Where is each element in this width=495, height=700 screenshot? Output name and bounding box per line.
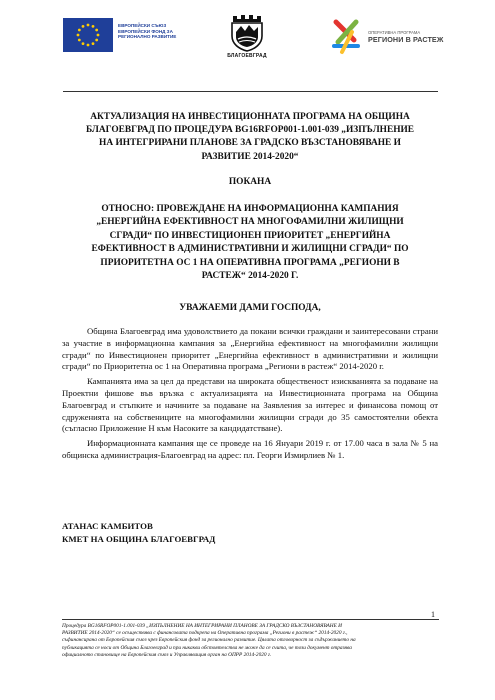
body-text: [62, 326, 438, 465]
footer-line: официалното становище на Европейския съюз и Управляващия орган на ОПРР 2014-2020 г.: [62, 651, 272, 658]
salutation: УВАЖАЕМИ ДАМИ ГОСПОДА,: [179, 303, 321, 313]
eu-flag-icon: [63, 18, 113, 52]
op-regions-logo: [328, 16, 443, 58]
page-number: 1: [431, 610, 435, 619]
title-line: РАЗВИТИЕ 2014-2020“: [201, 151, 299, 162]
city-logo-name: БЛАГОЕВГРАД: [227, 53, 267, 59]
eu-star-icon: [78, 39, 81, 42]
subject-line: СГРАДИ“ ПО ИНВЕСТИЦИОНЕН ПРИОРИТЕТ „ЕНЕРГИЙНА: [109, 230, 391, 241]
subject-block: [70, 203, 430, 283]
body-paragraph: Кампанията има за цел да представи на широката общественост изискванията за подаване на Проектни фишове във връзка с актуализацията на Инвестиционната програма на Община Благоевград и стъпките и начините за подаване на Заявления за интерес и финансова помощ от сдруженията на собствениците на многофамилни жилищни сгради до 35 самостоятелни обекта (съгласно Приложение Н към Насоките за кандидатстване).: [62, 376, 438, 434]
invitation-heading: ПОКАНА: [228, 177, 272, 187]
eu-logo-text: [118, 23, 178, 40]
eu-star-icon: [92, 42, 95, 45]
footer-line: съфинансирана от Европейския съюз чрез Европейския фонд за регионално развитие. Цялата отговорност за съдържанието на: [62, 637, 356, 644]
eu-star-icon: [82, 25, 85, 28]
footer-line: Процедура BG16RFOP001-1.001-039 „ИЗПЪЛНЕНИЕ НА ИНТЕГРИРАНИ ПЛАНОВЕ ЗА ГРАДСКО ВЪЗСТАНОВЯВАНЕ И: [62, 623, 342, 629]
subject-line: РАСТЕЖ“ 2014-2020 Г.: [201, 271, 299, 282]
subject-line: ОТНОСНО: ПРОВЕЖДАНЕ НА ИНФОРМАЦИОННА КАМПАНИЯ: [101, 204, 399, 214]
subject-line: ПРИОРИТЕТНА ОС 1 НА ОПЕРАТИВНА ПРОГРАМА „РЕГИОНИ В: [100, 257, 400, 268]
document-title: [70, 111, 430, 164]
footer-divider: [62, 619, 439, 620]
eu-star-icon: [87, 24, 90, 27]
subject-line: ЕФЕКТИВНОСТ В АДМИНИСТРАТИВНИ И ЖИЛИЩНИ СГРАДИ“ ПО: [91, 244, 409, 255]
eu-star-icon: [77, 34, 80, 37]
eu-star-icon: [92, 25, 95, 28]
title-line: НА ИНТЕГРИРАНИ ПЛАНОВЕ ЗА ГРАДСКО ВЪЗСТАНОВЯВАНЕ И: [99, 138, 401, 149]
eu-logo-line: РЕГИОНАЛНО РАЗВИТИЕ: [118, 34, 177, 40]
eu-logo-line: ЕВРОПЕЙСКИ ФОНД ЗА: [118, 28, 173, 34]
eu-star-icon: [95, 29, 98, 32]
signature-name: АТАНАС КАМБИТОВ: [62, 521, 153, 531]
eu-star-icon: [95, 39, 98, 42]
body-paragraph: Община Благоевград има удоволствието да покани всички граждани и заинтересовани страни за участие в информационна кампания за „Енергийна ефективност на многофамилни жилищни сгради“ по Инвестиционен приоритет „Енергийна ефективност в административни и жилищни сгради“ по Приоритетна ос 1 на Оперативна програма „Региони в растеж“ 2014-2020 г.: [62, 326, 438, 372]
signature-block: [62, 520, 215, 545]
op-regions-icon: [328, 16, 364, 58]
eu-logo-line: ЕВРОПЕЙСКИ СЪЮЗ: [118, 23, 167, 28]
signature-title: КМЕТ НА ОБЩИНА БЛАГОЕВГРАД: [62, 533, 216, 544]
title-line: АКТУАЛИЗАЦИЯ НА ИНВЕСТИЦИОННАТА ПРОГРАМА НА ОБЩИНА: [90, 112, 410, 122]
coat-of-arms-icon: [227, 12, 267, 52]
op-logo-title: РЕГИОНИ В РАСТЕЖ: [368, 35, 444, 44]
eu-star-icon: [82, 42, 85, 45]
footer-line: публикацията се носи от Община Благоевград и при никакви обстоятелства не може да се счита, че този документ отразява: [62, 644, 352, 651]
body-paragraph: Информационната кампания ще се проведе на 16 Януари 2019 г. от 17.00 часа в зала № 5 на общинска администрация-Благоевград на адрес: пл. Георги Измирлиев № 1.: [62, 438, 438, 460]
footer-line: РАЗВИТИЕ 2014-2020“ се осъществява с финансовата подкрепа на Оперативна програма „Региони в растеж“ 2014-2020 г.,: [62, 630, 348, 637]
eu-star-icon: [78, 29, 81, 32]
title-line: БЛАГОЕВГРАД ПО ПРОЦЕДУРА BG16RFOP001-1.001-039 „ИЗПЪЛНЕНИЕ: [85, 125, 415, 136]
subject-line: „ЕНЕРГИЙНА ЕФЕКТИВНОСТ НА МНОГОФАМИЛНИ ЖИЛИЩНИ: [96, 217, 404, 228]
footer-disclaimer: [62, 623, 439, 659]
header-divider: [63, 91, 438, 92]
op-logo-small-text: ОПЕРАТИВНА ПРОГРАМА: [368, 30, 421, 35]
eu-star-icon: [87, 44, 90, 47]
eu-star-icon: [97, 34, 100, 37]
city-coat-of-arms: [219, 12, 275, 62]
eu-logo: [63, 18, 178, 52]
